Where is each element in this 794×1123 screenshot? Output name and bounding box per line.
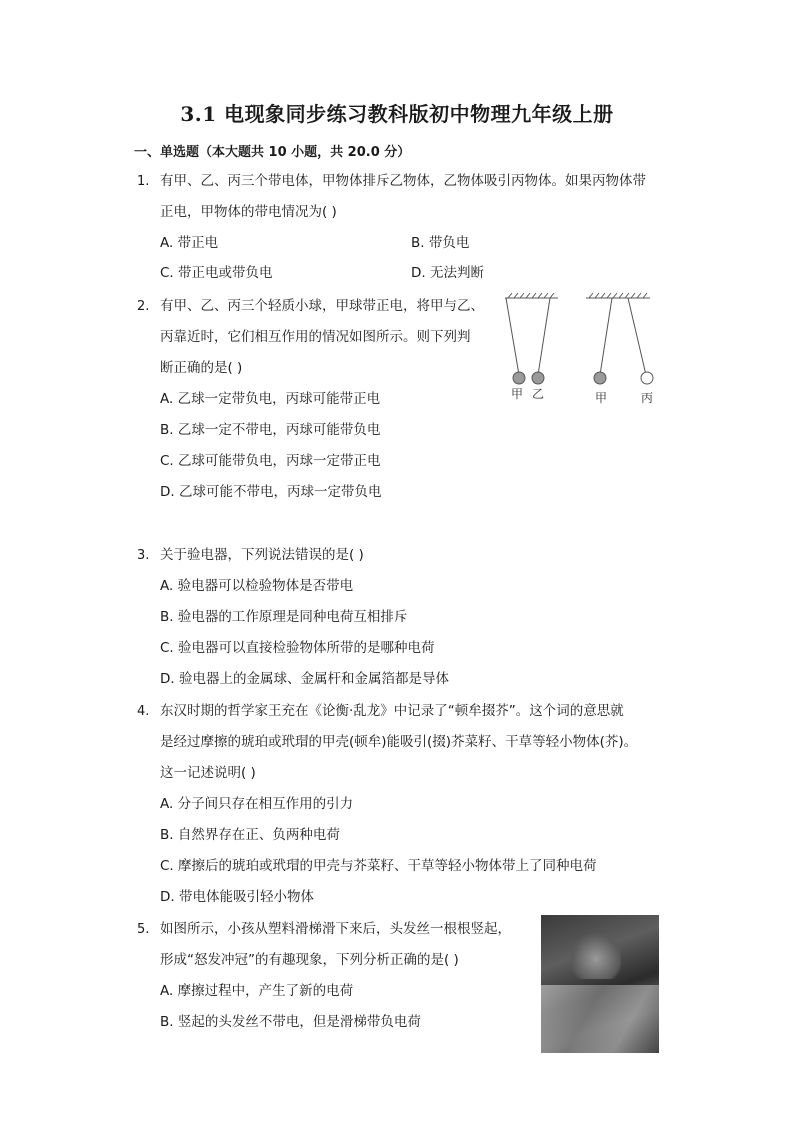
question-number: 2. bbox=[137, 299, 150, 314]
ball-yi bbox=[532, 372, 544, 384]
ball-bing bbox=[641, 372, 653, 384]
question-text: 断正确的是( ) bbox=[160, 360, 243, 376]
label-jia-right: 甲 bbox=[595, 391, 608, 405]
option-a[interactable]: A. 摩擦过程中，产生了新的电荷 bbox=[160, 983, 354, 999]
right-string-2 bbox=[628, 298, 646, 375]
page-title: 3.1 电现象同步练习教科版初中物理九年级上册 bbox=[180, 102, 614, 126]
question-number: 1. bbox=[137, 174, 150, 189]
question-text: 有甲、乙、丙三个带电体，甲物体排斥乙物体，乙物体吸引丙物体。如果丙物体带 bbox=[160, 173, 646, 189]
option-c[interactable]: C. 带正电或带负电 bbox=[160, 265, 273, 281]
option-b[interactable]: B. 验电器的工作原理是同种电荷互相排斥 bbox=[160, 609, 408, 625]
left-support bbox=[505, 293, 558, 298]
ball-jia-right bbox=[594, 372, 606, 384]
label-bing: 丙 bbox=[641, 391, 654, 405]
option-a[interactable]: A. 乙球一定带负电，丙球可能带正电 bbox=[160, 391, 381, 407]
left-string-1 bbox=[506, 298, 519, 375]
option-d[interactable]: D. 无法判断 bbox=[411, 265, 484, 281]
question-number: 3. bbox=[137, 548, 150, 563]
question-text: 东汉时期的哲学家王充在《论衡·乱龙》中记录了“顿牟掇芥”。这个词的意思就 bbox=[160, 703, 624, 719]
option-b[interactable]: B. 自然界存在正、负两种电荷 bbox=[160, 827, 340, 843]
question-text: 正电，甲物体的带电情况为( ) bbox=[160, 204, 337, 220]
slide-shape bbox=[541, 985, 659, 1053]
section-heading: 一、单选题（本大题共 10 小题，共 20.0 分） bbox=[134, 145, 411, 160]
label-jia-left: 甲 bbox=[511, 387, 524, 401]
question-number: 4. bbox=[137, 704, 150, 719]
child-slide-photo bbox=[541, 915, 659, 1053]
option-b[interactable]: B. 带负电 bbox=[411, 235, 470, 251]
option-c[interactable]: C. 摩擦后的琥珀或玳瑁的甲壳与芥菜籽、干草等轻小物体带上了同种电荷 bbox=[160, 858, 597, 874]
label-yi: 乙 bbox=[532, 387, 545, 401]
option-a[interactable]: A. 分子间只存在相互作用的引力 bbox=[160, 796, 354, 812]
option-d[interactable]: D. 带电体能吸引轻小物体 bbox=[160, 889, 314, 905]
question-text: 形成“怒发冲冠”的有趣现象，下列分析正确的是( ) bbox=[160, 952, 459, 968]
pendulum-figure bbox=[500, 290, 670, 410]
question-text: 是经过摩擦的琥珀或玳瑁的甲壳(顿牟)能吸引(掇)芥菜籽、干草等轻小物体(芥)。 bbox=[160, 734, 638, 750]
question-text: 关于验电器，下列说法错误的是( ) bbox=[160, 547, 364, 563]
question-number: 5. bbox=[137, 922, 150, 937]
option-c[interactable]: C. 验电器可以直接检验物体所带的是哪种电荷 bbox=[160, 640, 435, 656]
option-c[interactable]: C. 乙球可能带负电，丙球一定带正电 bbox=[160, 453, 381, 469]
option-a[interactable]: A. 带正电 bbox=[160, 235, 219, 251]
option-a[interactable]: A. 验电器可以检验物体是否带电 bbox=[160, 578, 354, 594]
question-text: 有甲、乙、丙三个轻质小球，甲球带正电，将甲与乙、 bbox=[160, 298, 484, 314]
hair-shape bbox=[571, 929, 621, 979]
question-text: 丙靠近时，它们相互作用的情况如图所示。则下列判 bbox=[160, 329, 471, 345]
right-support bbox=[586, 293, 650, 298]
question-text: 如图所示，小孩从塑料滑梯滑下来后，头发丝一根根竖起， bbox=[160, 921, 511, 937]
option-b[interactable]: B. 竖起的头发丝不带电，但是滑梯带负电荷 bbox=[160, 1014, 421, 1030]
left-string-2 bbox=[538, 298, 550, 375]
option-d[interactable]: D. 乙球可能不带电，丙球一定带负电 bbox=[160, 484, 382, 500]
ball-jia-left bbox=[513, 372, 525, 384]
option-b[interactable]: B. 乙球一定不带电，丙球可能带负电 bbox=[160, 422, 381, 438]
right-string-1 bbox=[600, 298, 612, 375]
option-d[interactable]: D. 验电器上的金属球、金属杆和金属箔都是导体 bbox=[160, 671, 449, 687]
question-text: 这一记述说明( ) bbox=[160, 765, 256, 781]
